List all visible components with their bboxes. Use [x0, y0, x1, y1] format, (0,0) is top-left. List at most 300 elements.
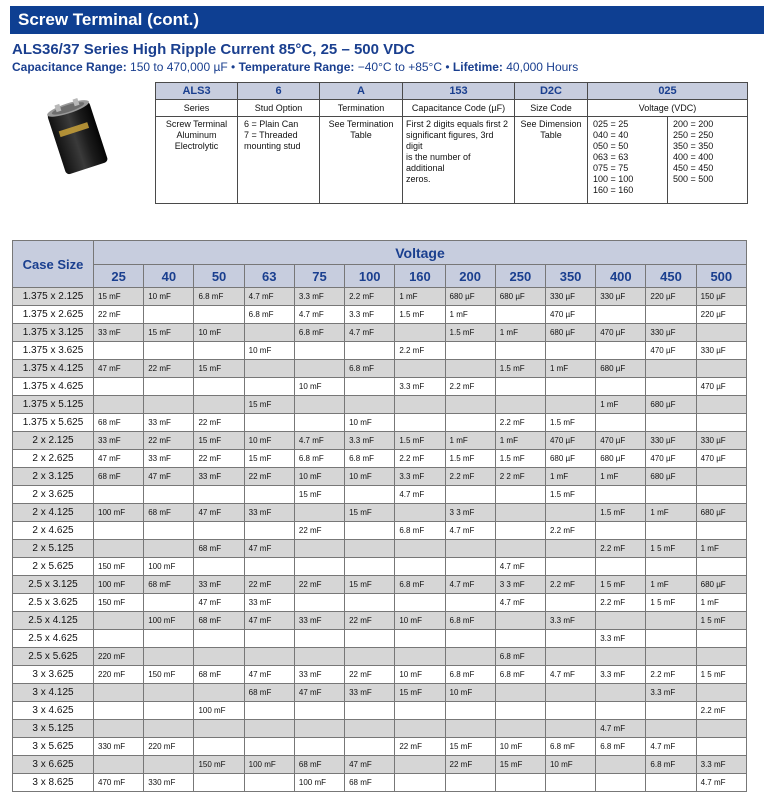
capacitance-cell: 6.8 mF	[395, 576, 445, 594]
capacitance-cell: 1 5 mF	[646, 594, 696, 612]
capacitance-cell: 6.8 mF	[345, 360, 395, 378]
capacitance-cell	[94, 720, 144, 738]
capacitance-cell: 10 mF	[194, 324, 244, 342]
label-series: Series	[156, 100, 238, 117]
capacitance-cell: 6.8 mF	[445, 666, 495, 684]
desc-line: 7 = Threaded	[244, 130, 298, 140]
capacitance-cell	[94, 342, 144, 360]
capacitance-cell	[294, 558, 344, 576]
capacitance-cell	[345, 522, 395, 540]
table-row	[13, 720, 747, 738]
case-size-cell: 3 x 5.625	[13, 738, 94, 756]
voltage-code-item: 350 = 350	[673, 141, 714, 151]
capacitance-cell: 47 mF	[244, 540, 294, 558]
table-row	[13, 630, 747, 648]
capacitance-cell	[646, 522, 696, 540]
part-desc-row	[156, 117, 748, 204]
capacitance-cell	[294, 414, 344, 432]
voltage-code-item: 450 = 450	[673, 163, 714, 173]
capacitance-cell	[94, 486, 144, 504]
capacitance-cell: 6.8 mF	[495, 648, 545, 666]
table-row	[13, 414, 747, 432]
capacitance-cell: 22 mF	[194, 450, 244, 468]
capacitance-cell	[646, 306, 696, 324]
capacitance-cell	[244, 774, 294, 792]
table-row	[13, 486, 747, 504]
capacitance-cell	[545, 396, 595, 414]
capacitance-cell	[345, 720, 395, 738]
capacitance-cell: 10 mF	[445, 684, 495, 702]
capacitance-cell	[596, 522, 646, 540]
table-row	[13, 612, 747, 630]
capacitance-cell: 680 µF	[495, 288, 545, 306]
case-size-cell: 3 x 8.625	[13, 774, 94, 792]
capacitance-cell: 2.2 mF	[395, 450, 445, 468]
capacitance-cell: 150 mF	[144, 666, 194, 684]
capacitance-cell: 220 µF	[646, 288, 696, 306]
capacitance-cell	[144, 648, 194, 666]
case-size-cell: 2 x 5.125	[13, 540, 94, 558]
code-voltage: 025	[588, 83, 748, 100]
capacitance-cell: 22 mF	[244, 576, 294, 594]
capacitance-cell	[244, 414, 294, 432]
capacitance-cell: 3.3 mF	[395, 468, 445, 486]
capacitance-cell	[194, 378, 244, 396]
voltage-column-header: 450	[646, 265, 696, 288]
capacitance-cell	[596, 342, 646, 360]
capacitance-cell	[144, 486, 194, 504]
capacitance-cell	[395, 414, 445, 432]
capacitance-cell	[545, 504, 595, 522]
case-size-cell: 1.375 x 3.625	[13, 342, 94, 360]
capacitance-cell	[294, 720, 344, 738]
capacitance-cell: 10 mF	[294, 378, 344, 396]
capacitance-cell	[696, 486, 746, 504]
capacitance-cell: 1 mF	[596, 396, 646, 414]
capacitance-cell	[445, 558, 495, 576]
desc-line: significant figures, 3rd digit	[406, 130, 494, 151]
capacitance-cell: 220 mF	[94, 666, 144, 684]
capacitance-cell: 15 mF	[495, 756, 545, 774]
capacitance-cell	[545, 702, 595, 720]
capacitance-cell	[545, 558, 595, 576]
case-size-cell: 2.5 x 5.625	[13, 648, 94, 666]
capacitance-cell: 1.5 mF	[395, 432, 445, 450]
capacitance-cell: 680 µF	[646, 396, 696, 414]
voltage-code-item: 200 = 200	[673, 119, 714, 129]
capacitance-cell: 680 µF	[596, 450, 646, 468]
capacitance-cell: 3.3 mF	[345, 306, 395, 324]
capacitance-cell: 2 2 mF	[495, 468, 545, 486]
capacitance-cell: 1 mF	[445, 432, 495, 450]
capacitance-cell: 100 mF	[94, 576, 144, 594]
series-title: ALS36/37 Series High Ripple Current 85°C, 25 – 500 VDC	[12, 41, 415, 58]
capacitance-cell: 22 mF	[395, 738, 445, 756]
part-label-row	[156, 100, 748, 117]
capacitance-cell	[294, 702, 344, 720]
voltage-code-item: 040 = 40	[593, 130, 629, 140]
capacitance-cell	[696, 414, 746, 432]
capacitance-cell	[395, 324, 445, 342]
capacitance-cell: 1.5 mF	[545, 414, 595, 432]
capacitance-cell: 10 mF	[395, 666, 445, 684]
capacitance-cell	[495, 504, 545, 522]
capacitance-cell: 68 mF	[94, 468, 144, 486]
capacitance-cell	[294, 504, 344, 522]
capacitance-cell: 1 mF	[545, 468, 595, 486]
capacitance-cell	[294, 342, 344, 360]
voltage-column-header: 250	[495, 265, 545, 288]
desc-line: Table	[350, 130, 372, 140]
capacitance-cell: 10 mF	[395, 612, 445, 630]
capacitance-cell: 15 mF	[194, 432, 244, 450]
capacitance-cell: 33 mF	[244, 504, 294, 522]
capacitance-cell	[596, 684, 646, 702]
code-termination: A	[320, 83, 403, 100]
capacitance-cell	[596, 774, 646, 792]
case-size-cell: 2.5 x 4.625	[13, 630, 94, 648]
capacitance-cell: 470 mF	[94, 774, 144, 792]
voltage-code-item: 500 = 500	[673, 174, 714, 184]
capacitance-cell	[495, 378, 545, 396]
capacitance-cell	[596, 378, 646, 396]
capacitance-cell: 2.2 mF	[596, 594, 646, 612]
capacitance-cell	[495, 522, 545, 540]
table-row	[13, 324, 747, 342]
capacitance-cell: 1.5 mF	[495, 450, 545, 468]
capacitance-cell	[94, 540, 144, 558]
table-row	[13, 306, 747, 324]
capacitance-cell	[144, 540, 194, 558]
case-size-cell: 2 x 2.125	[13, 432, 94, 450]
table-row	[13, 774, 747, 792]
table-row	[13, 540, 747, 558]
capacitance-cell	[445, 540, 495, 558]
table-row	[13, 576, 747, 594]
capacitance-cell: 1 mF	[596, 468, 646, 486]
capacitance-cell	[696, 324, 746, 342]
case-size-cell: 2 x 3.625	[13, 486, 94, 504]
capacitance-cell: 1.5 mF	[445, 324, 495, 342]
capacitance-cell	[144, 522, 194, 540]
capacitance-cell: 3 3 mF	[445, 504, 495, 522]
capacitance-cell	[395, 702, 445, 720]
case-size-cell: 3 x 3.625	[13, 666, 94, 684]
desc-size	[515, 117, 588, 204]
capacitance-cell: 15 mF	[345, 504, 395, 522]
capacitor-photo	[33, 96, 121, 176]
capacitance-cell: 22 mF	[294, 522, 344, 540]
capacitance-table-body	[13, 288, 747, 792]
capacitance-cell	[545, 378, 595, 396]
capacitance-cell	[244, 648, 294, 666]
voltage-column-header: 100	[345, 265, 395, 288]
table-row	[13, 504, 747, 522]
capacitance-cell	[646, 774, 696, 792]
capacitance-cell	[545, 774, 595, 792]
capacitance-cell: 15 mF	[244, 396, 294, 414]
capacitance-cell: 100 mF	[144, 612, 194, 630]
capacitance-cell	[495, 702, 545, 720]
capacitance-cell: 1.5 mF	[445, 450, 495, 468]
capacitance-cell	[646, 360, 696, 378]
capacitance-cell	[395, 774, 445, 792]
capacitance-cell: 10 mF	[294, 468, 344, 486]
capacitance-cell	[345, 396, 395, 414]
capacitance-cell: 6.8 mF	[244, 306, 294, 324]
capacitance-cell: 2.2 mF	[545, 522, 595, 540]
case-size-cell: 2.5 x 3.125	[13, 576, 94, 594]
case-size-cell: 2 x 4.125	[13, 504, 94, 522]
capacitance-cell: 680 µF	[646, 468, 696, 486]
capacitance-cell: 6.8 mF	[495, 666, 545, 684]
capacitance-cell: 680 µF	[445, 288, 495, 306]
capacitance-cell: 68 mF	[94, 414, 144, 432]
capacitance-cell: 10 mF	[144, 288, 194, 306]
capacitance-cell: 68 mF	[144, 504, 194, 522]
capacitance-cell: 15 mF	[345, 576, 395, 594]
capacitance-cell: 470 µF	[696, 378, 746, 396]
capacitance-cell	[345, 540, 395, 558]
capacitance-cell	[144, 342, 194, 360]
case-size-cell: 2.5 x 3.625	[13, 594, 94, 612]
code-stud: 6	[238, 83, 320, 100]
capacitance-cell	[194, 342, 244, 360]
capacitance-cell: 220 mF	[144, 738, 194, 756]
capacitance-cell	[244, 558, 294, 576]
case-size-cell: 2 x 5.625	[13, 558, 94, 576]
capacitance-cell	[194, 774, 244, 792]
capacitance-cell: 100 mF	[244, 756, 294, 774]
capacitance-cell: 100 mF	[194, 702, 244, 720]
desc-line: zeros.	[406, 174, 431, 184]
capacitance-cell	[244, 378, 294, 396]
capacitance-cell: 680 µF	[545, 324, 595, 342]
capacitance-cell	[495, 684, 545, 702]
capacitance-cell	[345, 378, 395, 396]
capacitance-cell: 150 mF	[194, 756, 244, 774]
capacitance-cell	[495, 720, 545, 738]
capacitance-cell: 4.7 mF	[395, 486, 445, 504]
capacitance-cell: 470 µF	[646, 342, 696, 360]
capacitance-cell: 1.5 mF	[545, 486, 595, 504]
capacitance-cell: 330 µF	[696, 342, 746, 360]
capacitance-cell: 680 µF	[696, 576, 746, 594]
capacitance-cell	[495, 486, 545, 504]
capacitance-cell: 6.8 mF	[294, 450, 344, 468]
case-size-cell: 1.375 x 4.625	[13, 378, 94, 396]
capacitance-cell	[345, 738, 395, 756]
capacitance-cell	[696, 720, 746, 738]
table-row	[13, 666, 747, 684]
capacitance-cell: 330 µF	[696, 432, 746, 450]
capacitance-cell: 4.7 mF	[646, 738, 696, 756]
capacitance-cell: 22 mF	[244, 468, 294, 486]
table-row	[13, 378, 747, 396]
voltage-code-item: 160 = 160	[593, 185, 634, 195]
capacitance-cell: 100 mF	[94, 504, 144, 522]
voltage-column-header: 200	[445, 265, 495, 288]
capacitance-cell	[445, 342, 495, 360]
capacitance-cell	[194, 558, 244, 576]
voltage-codes-left	[588, 117, 667, 203]
capacitance-cell	[445, 360, 495, 378]
capacitance-cell: 6.8 mF	[294, 324, 344, 342]
capacitance-cell	[696, 630, 746, 648]
voltage-code-item: 050 = 50	[593, 141, 629, 151]
table-row	[13, 756, 747, 774]
capacitance-cell	[94, 756, 144, 774]
capacitance-cell: 15 mF	[445, 738, 495, 756]
capacitance-cell: 680 µF	[696, 504, 746, 522]
capacitance-cell: 15 mF	[194, 360, 244, 378]
case-size-cell: 2 x 2.625	[13, 450, 94, 468]
capacitance-cell	[445, 594, 495, 612]
capacitance-cell	[696, 522, 746, 540]
voltage-codes-right	[667, 117, 747, 203]
voltage-code-columns	[588, 117, 747, 203]
case-size-cell: 3 x 6.625	[13, 756, 94, 774]
voltage-code-item: 025 = 25	[593, 119, 629, 129]
capacitance-cell: 33 mF	[294, 612, 344, 630]
capacitance-cell	[445, 630, 495, 648]
capacitance-cell	[194, 684, 244, 702]
spec-value: 150 to 470,000 µF •	[126, 60, 239, 74]
capacitance-cell: 68 mF	[244, 684, 294, 702]
voltage-column-header: 350	[545, 265, 595, 288]
capacitance-cell: 1 mF	[495, 324, 545, 342]
capacitance-cell: 22 mF	[294, 576, 344, 594]
desc-line: Screw Terminal	[165, 119, 228, 129]
capacitance-cell	[445, 414, 495, 432]
capacitance-cell: 33 mF	[345, 684, 395, 702]
capacitance-cell: 68 mF	[194, 540, 244, 558]
desc-stud	[238, 117, 320, 204]
capacitance-cell: 10 mF	[244, 432, 294, 450]
table-row	[13, 288, 747, 306]
table-row	[13, 450, 747, 468]
capacitance-cell: 150 mF	[94, 558, 144, 576]
code-capacitance: 153	[403, 83, 515, 100]
case-size-cell: 2 x 3.125	[13, 468, 94, 486]
capacitance-cell: 47 mF	[244, 612, 294, 630]
capacitance-cell	[445, 720, 495, 738]
voltage-code-item: 100 = 100	[593, 174, 634, 184]
capacitance-cell: 1 mF	[646, 504, 696, 522]
capacitance-cell	[395, 504, 445, 522]
capacitance-cell	[646, 378, 696, 396]
capacitance-cell: 4.7 mF	[294, 306, 344, 324]
capacitance-cell	[545, 540, 595, 558]
capacitance-cell	[144, 630, 194, 648]
capacitance-cell: 3.3 mF	[696, 756, 746, 774]
capacitance-cell	[545, 720, 595, 738]
capacitance-cell: 4.7 mF	[294, 432, 344, 450]
capacitance-cell	[646, 648, 696, 666]
voltage-column-header: 75	[294, 265, 344, 288]
capacitance-cell: 100 mF	[294, 774, 344, 792]
capacitance-cell	[244, 702, 294, 720]
capacitance-cell: 4.7 mF	[445, 576, 495, 594]
capacitance-cell	[294, 648, 344, 666]
capacitance-cell: 330 µF	[596, 288, 646, 306]
capacitance-cell	[194, 648, 244, 666]
capacitance-cell	[596, 756, 646, 774]
capacitance-cell	[596, 648, 646, 666]
capacitance-cell: 470 µF	[545, 306, 595, 324]
capacitance-cell: 2.2 mF	[495, 414, 545, 432]
capacitance-cell: 10 mF	[545, 756, 595, 774]
capacitance-cell: 3.3 mF	[395, 378, 445, 396]
capacitance-cell	[495, 612, 545, 630]
capacitance-cell	[94, 396, 144, 414]
capacitance-cell	[144, 396, 194, 414]
capacitance-cell: 3.3 mF	[345, 432, 395, 450]
capacitance-cell: 470 µF	[545, 432, 595, 450]
voltage-column-header: 25	[94, 265, 144, 288]
capacitance-cell: 10 mF	[345, 414, 395, 432]
label-voltage: Voltage (VDC)	[588, 100, 748, 117]
capacitance-cell: 68 mF	[144, 576, 194, 594]
case-size-cell: 3 x 5.125	[13, 720, 94, 738]
capacitance-cell	[495, 630, 545, 648]
label-stud: Stud Option	[238, 100, 320, 117]
case-size-cell: 2 x 4.625	[13, 522, 94, 540]
case-size-cell: 1.375 x 2.125	[13, 288, 94, 306]
capacitance-cell	[244, 630, 294, 648]
capacitance-cell: 6.8 mF	[545, 738, 595, 756]
capacitance-cell: 33 mF	[194, 576, 244, 594]
capacitance-cell: 22 mF	[445, 756, 495, 774]
capacitance-cell	[94, 612, 144, 630]
capacitance-cell	[244, 324, 294, 342]
capacitance-cell	[294, 738, 344, 756]
capacitance-cell: 150 µF	[696, 288, 746, 306]
capacitance-cell: 22 mF	[345, 612, 395, 630]
capacitance-cell: 22 mF	[94, 306, 144, 324]
capacitance-cell	[144, 756, 194, 774]
label-capacitance: Capacitance Code (µF)	[403, 100, 515, 117]
capacitance-cell	[545, 342, 595, 360]
table-row	[13, 522, 747, 540]
capacitance-cell: 15 mF	[244, 450, 294, 468]
table-row	[13, 468, 747, 486]
capacitance-cell	[94, 702, 144, 720]
capacitance-cell: 47 mF	[194, 504, 244, 522]
capacitance-cell	[194, 720, 244, 738]
capacitance-cell: 15 mF	[395, 684, 445, 702]
voltage-header-row	[13, 265, 747, 288]
capacitance-cell	[194, 522, 244, 540]
capacitance-cell: 1.5 mF	[495, 360, 545, 378]
capacitance-cell: 1 mF	[646, 576, 696, 594]
capacitance-cell	[144, 684, 194, 702]
section-banner: Screw Terminal (cont.)	[10, 6, 764, 34]
spec-label: Lifetime:	[452, 60, 503, 74]
capacitance-cell: 3.3 mF	[596, 630, 646, 648]
desc-series	[156, 117, 238, 204]
capacitance-cell	[94, 378, 144, 396]
case-size-cell: 1.375 x 4.125	[13, 360, 94, 378]
capacitance-cell: 4.7 mF	[495, 594, 545, 612]
capacitance-cell	[345, 486, 395, 504]
table-row	[13, 702, 747, 720]
capacitance-cell: 2.2 mF	[596, 540, 646, 558]
capacitance-cell	[596, 414, 646, 432]
capacitance-cell: 6.8 mF	[596, 738, 646, 756]
capacitance-cell	[244, 522, 294, 540]
capacitance-cell: 47 mF	[94, 360, 144, 378]
